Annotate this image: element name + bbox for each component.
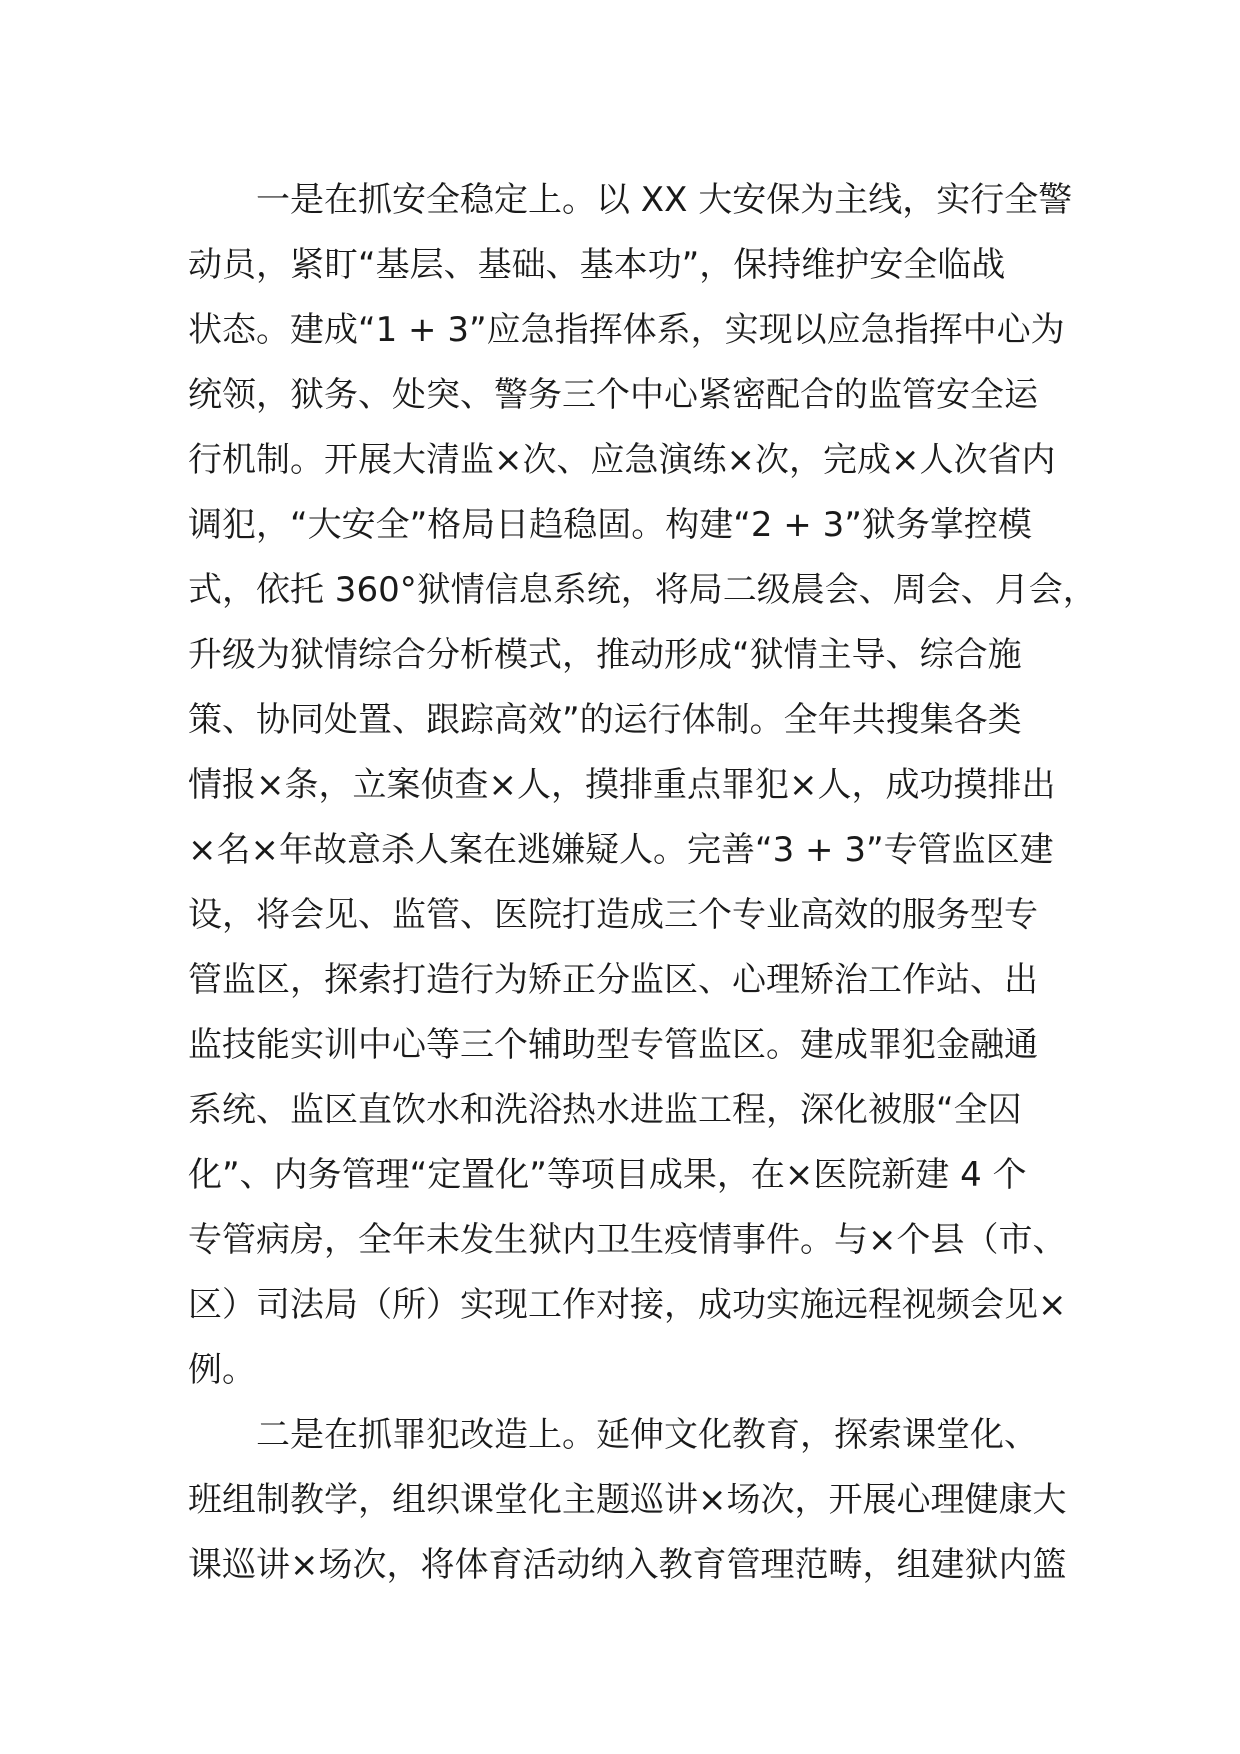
paragraph-line: 行机制。开展大清监×次、应急演练×次，完成×人次省内 [188, 440, 1056, 480]
paragraph-line: 一是在抓安全稳定上。以 XX 大安保为主线，实行全警 [256, 180, 1073, 220]
paragraph-line: 专管病房，全年未发生狱内卫生疫情事件。与×个县（市、 [188, 1220, 1067, 1260]
paragraph-line: 化”、内务管理“定置化”等项目成果，在×医院新建 4 个 [188, 1155, 1027, 1195]
paragraph-line: 升级为狱情综合分析模式，推动形成“狱情主导、综合施 [188, 635, 1022, 675]
paragraph-line: 监技能实训中心等三个辅助型专管监区。建成罪犯金融通 [188, 1025, 1038, 1065]
paragraph-line: 区）司法局（所）实现工作对接，成功实施远程视频会见× [188, 1285, 1067, 1325]
paragraph-line: 情报×条，立案侦查×人，摸排重点罪犯×人，成功摸排出 [188, 765, 1056, 805]
document-body [188, 168, 1097, 1598]
paragraph-line: 课巡讲×场次，将体育活动纳入教育管理范畴，组建狱内篮 [188, 1545, 1067, 1585]
paragraph-line: 班组制教学，组织课堂化主题巡讲×场次，开展心理健康大 [188, 1480, 1067, 1520]
paragraph-line: 二是在抓罪犯改造上。延伸文化教育，探索课堂化、 [256, 1415, 1038, 1455]
paragraph-line: 系统、监区直饮水和洗浴热水进监工程，深化被服“全囚 [188, 1090, 1022, 1130]
paragraph-line: 统领，狱务、处突、警务三个中心紧密配合的监管安全运 [188, 375, 1038, 415]
paragraph-line: ×名×年故意杀人案在逃嫌疑人。完善“3 + 3”专管监区建 [188, 830, 1054, 870]
paragraph-line: 设，将会见、监管、医院打造成三个专业高效的服务型专 [188, 895, 1038, 935]
paragraph-line: 调犯，“大安全”格局日趋稳固。构建“2 + 3”狱务掌控模 [188, 505, 1032, 545]
paragraph-line: 管监区，探索打造行为矫正分监区、心理矫治工作站、出 [188, 960, 1038, 1000]
paragraph-offender-reform [188, 1403, 1068, 1598]
paragraph-security-stability [188, 168, 1097, 1403]
paragraph-line: 策、协同处置、跟踪高效”的运行体制。全年共搜集各类 [188, 700, 1022, 740]
paragraph-line: 式，依托 360°狱情信息系统，将局二级晨会、周会、月会， [188, 570, 1097, 610]
paragraph-line: 例。 [188, 1350, 256, 1390]
paragraph-line: 状态。建成“1 + 3”应急指挥体系，实现以应急指挥中心为 [188, 310, 1065, 350]
paragraph-line: 动员，紧盯“基层、基础、基本功”，保持维护安全临战 [188, 245, 1006, 285]
